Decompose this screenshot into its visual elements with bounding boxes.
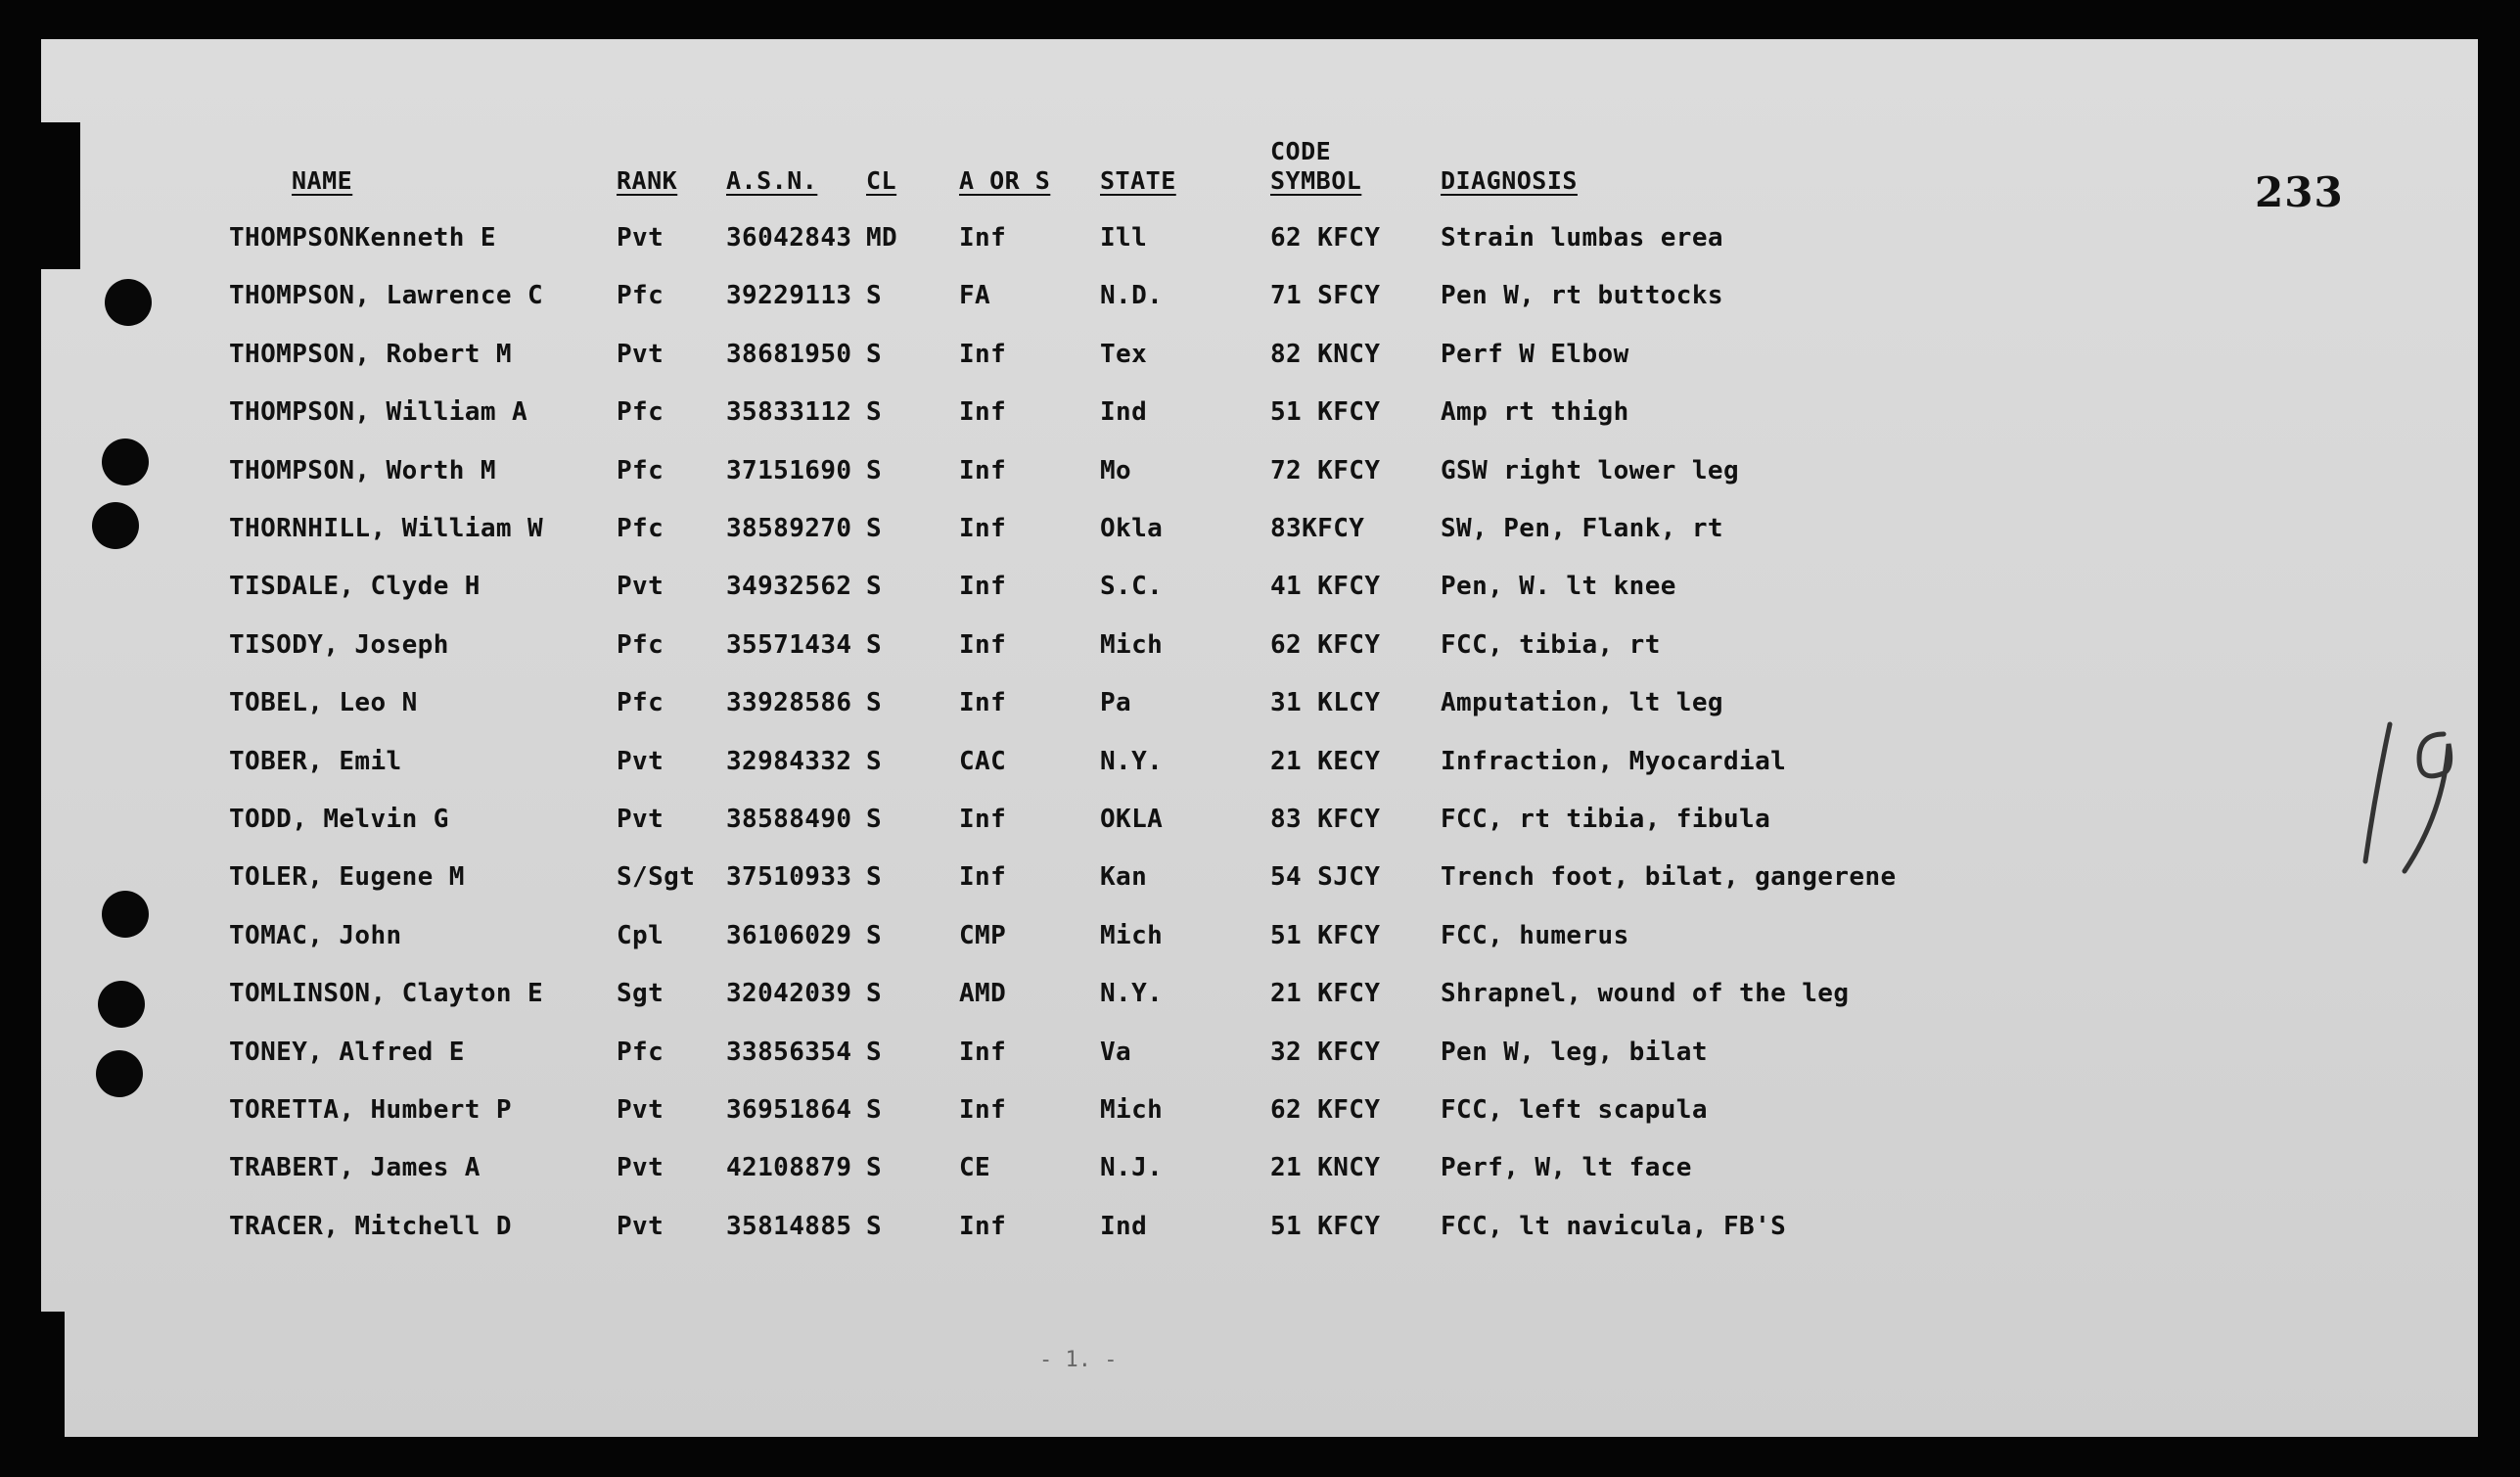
cell-rank: Pvt xyxy=(617,805,664,834)
cell-asn: 38681950 xyxy=(726,339,852,369)
cell-a-or-s: CE xyxy=(959,1153,991,1183)
header-diagnosis: DIAGNOSIS xyxy=(1441,166,1578,195)
cell-a-or-s: Inf xyxy=(959,1095,1007,1125)
cell-diagnosis: FCC, rt tibia, fibula xyxy=(1441,805,1771,834)
cell-code: 62 KFCY xyxy=(1270,629,1381,660)
cell-state: N.J. xyxy=(1100,1153,1164,1183)
cell-rank: Pvt xyxy=(617,223,664,253)
cell-rank: Sgt xyxy=(617,979,664,1009)
cell-state: N.Y. xyxy=(1100,979,1164,1009)
cell-name: THORNHILL, William W xyxy=(229,514,544,543)
cell-a-or-s: Inf xyxy=(959,629,1007,660)
cell-rank: Pvt xyxy=(617,572,664,602)
punch-hole-5 xyxy=(98,981,145,1028)
cell-asn: 39229113 xyxy=(726,281,852,311)
cell-state: Ind xyxy=(1100,397,1148,428)
cell-code: 21 KFCY xyxy=(1270,979,1381,1009)
cell-diagnosis: Strain lumbas erea xyxy=(1441,223,1723,253)
cell-diagnosis: FCC, tibia, rt xyxy=(1441,629,1661,660)
cell-state: Va xyxy=(1100,1037,1132,1067)
cell-code: 41 KFCY xyxy=(1270,572,1381,602)
cell-cl: S xyxy=(866,397,883,428)
cell-diagnosis: FCC, lt navicula, FB'S xyxy=(1441,1211,1787,1241)
cell-a-or-s: Inf xyxy=(959,455,1007,485)
cell-asn: 42108879 xyxy=(726,1153,852,1183)
cell-name: TOMLINSON, Clayton E xyxy=(229,979,544,1009)
cell-code: 62 KFCY xyxy=(1270,223,1381,253)
cell-asn: 33856354 xyxy=(726,1037,852,1067)
cell-diagnosis: Pen, W. lt knee xyxy=(1441,572,1676,602)
cell-diagnosis: Perf, W, lt face xyxy=(1441,1153,1692,1183)
cell-code: 54 SJCY xyxy=(1270,862,1381,893)
cell-code: 72 KFCY xyxy=(1270,455,1381,485)
cell-state: S.C. xyxy=(1100,572,1164,602)
header-rank: RANK xyxy=(617,166,678,195)
cell-cl: S xyxy=(866,805,883,834)
cell-state: Tex xyxy=(1100,339,1148,369)
cell-asn: 38589270 xyxy=(726,514,852,543)
cell-cl: MD xyxy=(866,223,898,253)
cell-rank: Pfc xyxy=(617,455,664,485)
page-number: 233 xyxy=(2255,168,2344,216)
header-cl: CL xyxy=(866,166,897,195)
record-sheet xyxy=(41,39,2478,1437)
cell-a-or-s: Inf xyxy=(959,862,1007,893)
cell-cl: S xyxy=(866,514,883,543)
header-state: STATE xyxy=(1100,166,1176,195)
cell-name: TONEY, Alfred E xyxy=(229,1037,465,1067)
cell-rank: Pvt xyxy=(617,339,664,369)
cell-code: 51 KFCY xyxy=(1270,1211,1381,1241)
cell-diagnosis: Amputation, lt leg xyxy=(1441,688,1723,718)
cell-name: TOMAC, John xyxy=(229,920,402,950)
cell-name: TOBER, Emil xyxy=(229,746,402,776)
cell-a-or-s: Inf xyxy=(959,514,1007,543)
header-code: CODE xyxy=(1270,137,1332,165)
punch-hole-4 xyxy=(102,891,149,938)
cell-name: TRACER, Mitchell D xyxy=(229,1211,512,1241)
cell-cl: S xyxy=(866,746,883,776)
cell-diagnosis: SW, Pen, Flank, rt xyxy=(1441,514,1723,543)
header-symbol: SYMBOL xyxy=(1270,166,1362,195)
cell-cl: S xyxy=(866,1095,883,1125)
cell-rank: S/Sgt xyxy=(617,862,696,893)
cell-cl: S xyxy=(866,455,883,485)
cell-diagnosis: Pen W, rt buttocks xyxy=(1441,281,1723,311)
cell-rank: Pvt xyxy=(617,1095,664,1125)
cell-code: 21 KNCY xyxy=(1270,1153,1381,1183)
cell-state: N.D. xyxy=(1100,281,1164,311)
cell-a-or-s: Inf xyxy=(959,397,1007,428)
cell-rank: Pfc xyxy=(617,397,664,428)
cell-a-or-s: CAC xyxy=(959,746,1007,776)
cell-code: 71 SFCY xyxy=(1270,281,1381,311)
cell-a-or-s: Inf xyxy=(959,805,1007,834)
cell-a-or-s: Inf xyxy=(959,572,1007,602)
cell-code: 51 KFCY xyxy=(1270,920,1381,950)
cell-cl: S xyxy=(866,979,883,1009)
cell-name: TISDALE, Clyde H xyxy=(229,572,481,602)
cell-state: Mich xyxy=(1100,1095,1164,1125)
punch-hole-1 xyxy=(105,279,152,326)
cell-asn: 33928586 xyxy=(726,688,852,718)
cell-name: TOBEL, Leo N xyxy=(229,688,418,718)
cell-diagnosis: Shrapnel, wound of the leg xyxy=(1441,979,1850,1009)
cell-name: THOMPSON, William A xyxy=(229,397,528,428)
cell-asn: 36951864 xyxy=(726,1095,852,1125)
footer-mark: - 1. - xyxy=(1039,1348,1118,1372)
punch-hole-6 xyxy=(96,1050,143,1097)
cell-diagnosis: Amp rt thigh xyxy=(1441,397,1629,428)
cell-cl: S xyxy=(866,629,883,660)
cell-asn: 38588490 xyxy=(726,805,852,834)
cell-cl: S xyxy=(866,572,883,602)
cell-state: Mo xyxy=(1100,455,1132,485)
cell-rank: Pfc xyxy=(617,514,664,543)
cell-a-or-s: Inf xyxy=(959,688,1007,718)
binder-notch-bottom xyxy=(0,1312,65,1437)
cell-asn: 32984332 xyxy=(726,746,852,776)
header-name: NAME xyxy=(292,166,353,195)
cell-rank: Pfc xyxy=(617,629,664,660)
punch-hole-3 xyxy=(92,502,139,549)
cell-asn: 32042039 xyxy=(726,979,852,1009)
cell-code: 21 KECY xyxy=(1270,746,1381,776)
cell-code: 82 KNCY xyxy=(1270,339,1381,369)
cell-rank: Pfc xyxy=(617,1037,664,1067)
cell-a-or-s: Inf xyxy=(959,339,1007,369)
cell-rank: Pvt xyxy=(617,1153,664,1183)
cell-a-or-s: Inf xyxy=(959,223,1007,253)
cell-asn: 34932562 xyxy=(726,572,852,602)
cell-code: 51 KFCY xyxy=(1270,397,1381,428)
cell-name: THOMPSON, Worth M xyxy=(229,455,496,485)
cell-name: THOMPSON, Robert M xyxy=(229,339,512,369)
cell-cl: S xyxy=(866,339,883,369)
cell-name: THOMPSONKenneth E xyxy=(229,223,496,253)
cell-rank: Pfc xyxy=(617,688,664,718)
cell-cl: S xyxy=(866,688,883,718)
cell-name: TISODY, Joseph xyxy=(229,629,449,660)
cell-rank: Pfc xyxy=(617,281,664,311)
cell-state: Pa xyxy=(1100,688,1132,718)
cell-code: 31 KLCY xyxy=(1270,688,1381,718)
header-asn: A.S.N. xyxy=(726,166,818,195)
cell-asn: 35571434 xyxy=(726,629,852,660)
cell-rank: Pvt xyxy=(617,746,664,776)
cell-asn: 35833112 xyxy=(726,397,852,428)
cell-diagnosis: FCC, left scapula xyxy=(1441,1095,1708,1125)
cell-code: 83 KFCY xyxy=(1270,805,1381,834)
cell-diagnosis: Trench foot, bilat, gangerene xyxy=(1441,862,1897,893)
cell-name: TOLER, Eugene M xyxy=(229,862,465,893)
binder-notch-top xyxy=(0,122,80,269)
cell-diagnosis: Pen W, leg, bilat xyxy=(1441,1037,1708,1067)
cell-asn: 35814885 xyxy=(726,1211,852,1241)
cell-name: THOMPSON, Lawrence C xyxy=(229,281,544,311)
cell-name: TODD, Melvin G xyxy=(229,805,449,834)
cell-diagnosis: GSW right lower leg xyxy=(1441,455,1740,485)
cell-rank: Cpl xyxy=(617,920,664,950)
cell-name: TRABERT, James A xyxy=(229,1153,481,1183)
cell-code: 32 KFCY xyxy=(1270,1037,1381,1067)
cell-state: Kan xyxy=(1100,862,1148,893)
punch-hole-2 xyxy=(102,438,149,485)
cell-code: 62 KFCY xyxy=(1270,1095,1381,1125)
cell-a-or-s: FA xyxy=(959,281,991,311)
cell-state: Ill xyxy=(1100,223,1148,253)
cell-asn: 36106029 xyxy=(726,920,852,950)
cell-state: Mich xyxy=(1100,629,1164,660)
cell-asn: 36042843 xyxy=(726,223,852,253)
cell-diagnosis: FCC, humerus xyxy=(1441,920,1629,950)
cell-code: 83KFCY xyxy=(1270,514,1365,543)
cell-a-or-s: AMD xyxy=(959,979,1007,1009)
cell-asn: 37510933 xyxy=(726,862,852,893)
cell-asn: 37151690 xyxy=(726,455,852,485)
cell-state: Mich xyxy=(1100,920,1164,950)
cell-cl: S xyxy=(866,1153,883,1183)
cell-state: Ind xyxy=(1100,1211,1148,1241)
cell-cl: S xyxy=(866,1211,883,1241)
cell-cl: S xyxy=(866,1037,883,1067)
cell-name: TORETTA, Humbert P xyxy=(229,1095,512,1125)
header-a-or-s: A OR S xyxy=(959,166,1051,195)
cell-cl: S xyxy=(866,920,883,950)
cell-state: N.Y. xyxy=(1100,746,1164,776)
cell-a-or-s: Inf xyxy=(959,1211,1007,1241)
cell-state: Okla xyxy=(1100,514,1164,543)
cell-a-or-s: Inf xyxy=(959,1037,1007,1067)
cell-cl: S xyxy=(866,281,883,311)
cell-diagnosis: Infraction, Myocardial xyxy=(1441,746,1787,776)
cell-state: OKLA xyxy=(1100,805,1164,834)
handwritten-mark-icon xyxy=(2351,715,2468,881)
cell-a-or-s: CMP xyxy=(959,920,1007,950)
cell-rank: Pvt xyxy=(617,1211,664,1241)
cell-diagnosis: Perf W Elbow xyxy=(1441,339,1629,369)
cell-cl: S xyxy=(866,862,883,893)
